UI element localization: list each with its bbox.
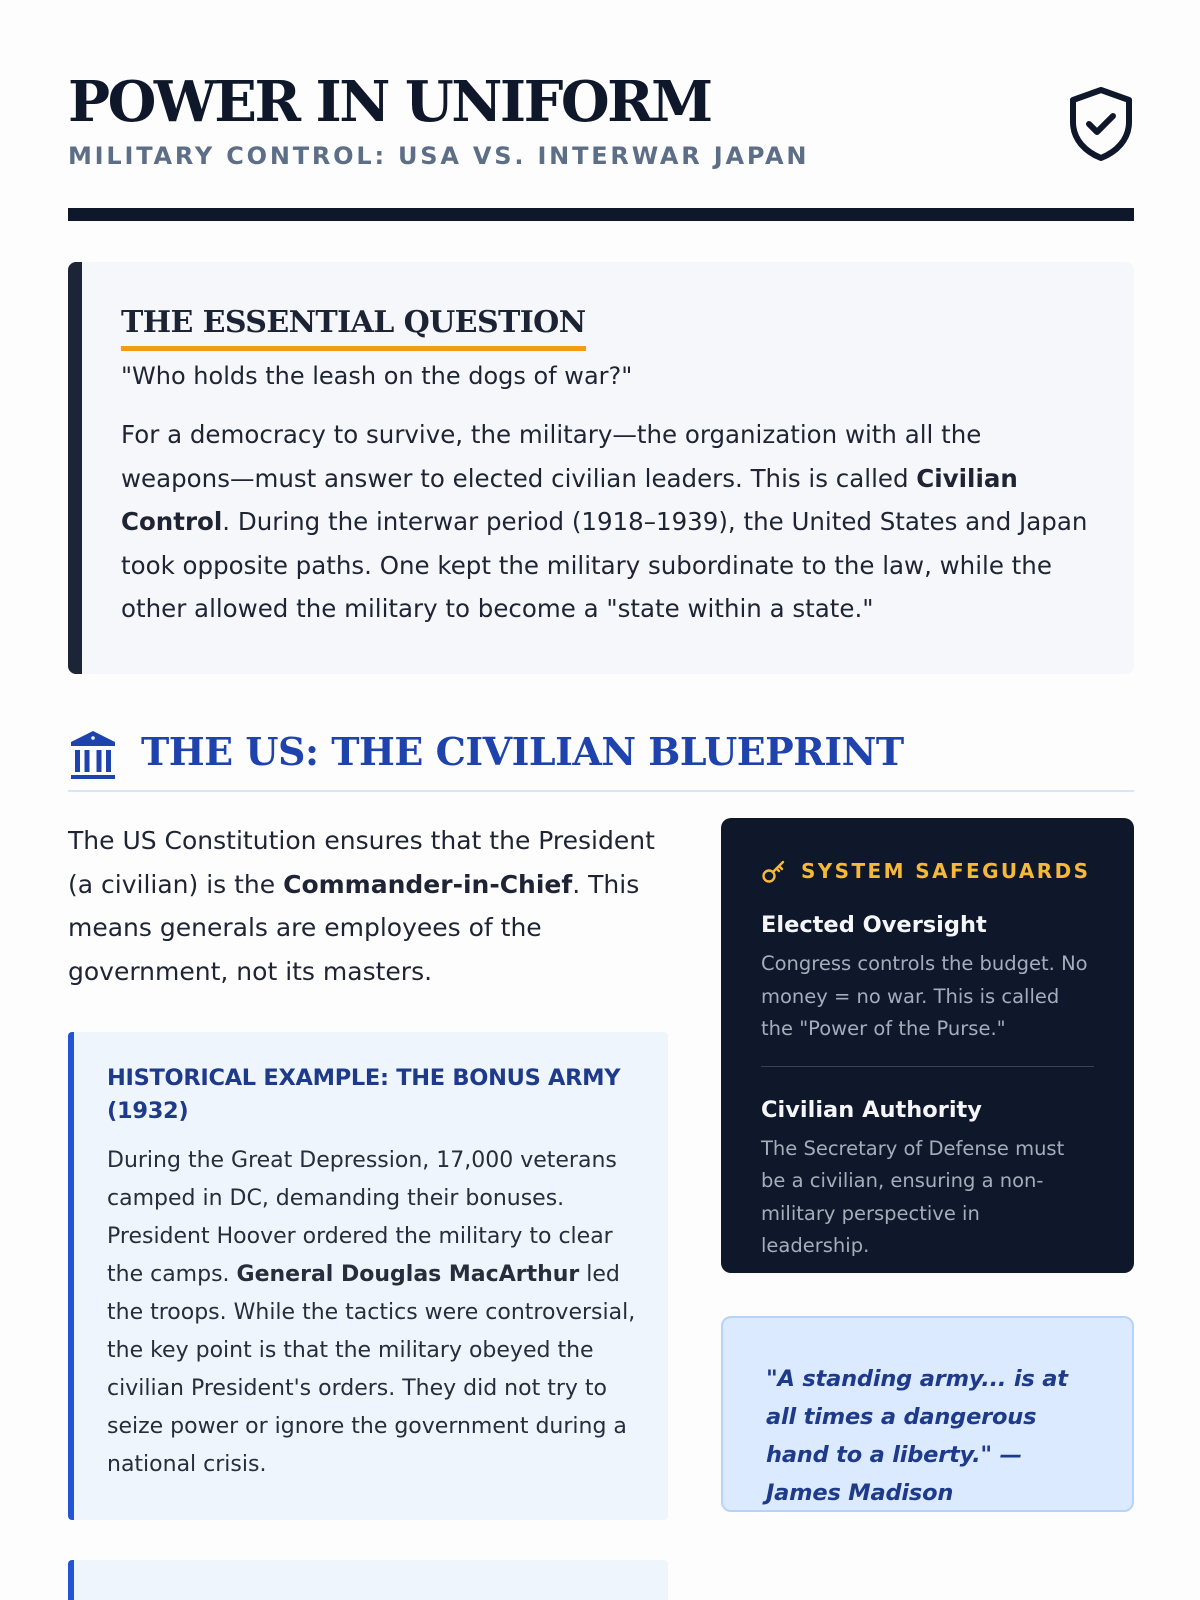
essential-question-title: THE ESSENTIAL QUESTION bbox=[121, 304, 586, 351]
safeguards-heading: SYSTEM SAFEGUARDS bbox=[761, 856, 1094, 886]
example-title: HISTORICAL EXAMPLE: THE BONUS ARMY (1932) bbox=[107, 1065, 621, 1124]
safeguard-item bbox=[761, 1095, 1094, 1263]
commander-in-chief-term: Commander-in-Chief bbox=[283, 869, 573, 899]
safeguard-title: Civilian Authority bbox=[761, 1096, 982, 1123]
macarthur-name: General Douglas MacArthur bbox=[236, 1262, 580, 1287]
safeguard-item bbox=[761, 910, 1094, 1046]
us-section-header bbox=[68, 724, 1134, 792]
safeguard-divider bbox=[761, 1066, 1094, 1067]
page-title: POWER IN UNIFORM bbox=[68, 69, 711, 135]
page-header bbox=[68, 70, 1134, 220]
page-subtitle: MILITARY CONTROL: USA VS. INTERWAR JAPAN bbox=[68, 142, 810, 170]
example-body: During the Great Depression, 17,000 veterans camped in DC, demanding their bonuses. President Hoover ordered the military to clear the camps. General Douglas MacArthur led the troops. While the tactics were controversial, the key point is that the military obeyed the civilian President's orders. They did not try to seize power or ignore the government during a national crisis. bbox=[107, 1148, 636, 1477]
madison-quote-card bbox=[721, 1316, 1134, 1512]
safeguard-description: The Secretary of Defense must be a civilian, ensuring a non-military perspective in leadership. bbox=[761, 1136, 1065, 1257]
bonus-army-example-card bbox=[68, 1032, 668, 1520]
key-icon bbox=[761, 858, 787, 884]
next-example-card bbox=[68, 1560, 668, 1600]
us-section-title: THE US: THE CIVILIAN BLUEPRINT bbox=[141, 729, 904, 774]
us-section-intro: The US Constitution ensures that the President (a civilian) is the Commander-in-Chief. This means generals are employees of the government, not its masters. bbox=[68, 826, 655, 986]
header-divider bbox=[68, 208, 1134, 221]
madison-quote: "A standing army... is at all times a dangerous hand to a liberty." — James Madison bbox=[766, 1366, 1068, 1506]
essential-question-quote: "Who holds the leash on the dogs of war?" bbox=[121, 362, 633, 390]
government-building-icon bbox=[68, 728, 118, 782]
essential-question-body: For a democracy to survive, the military—the organization with all the weapons—must answer to elected civilian leaders. This is called Civilian Control. During the interwar period (1918–1939), the United States and Japan took opposite paths. One kept the military subordinate to the law, while the other allowed the military to become a "state within a state." bbox=[121, 420, 1088, 623]
civilian-control-term: Civilian Control bbox=[121, 463, 1018, 536]
system-safeguards-card bbox=[721, 818, 1134, 1273]
essential-question-card bbox=[68, 262, 1134, 674]
safeguard-title: Elected Oversight bbox=[761, 912, 987, 938]
safeguard-description: Congress controls the budget. No money = no war. This is called the "Power of the Purse." bbox=[761, 952, 1088, 1040]
shield-check-icon bbox=[1068, 86, 1134, 162]
